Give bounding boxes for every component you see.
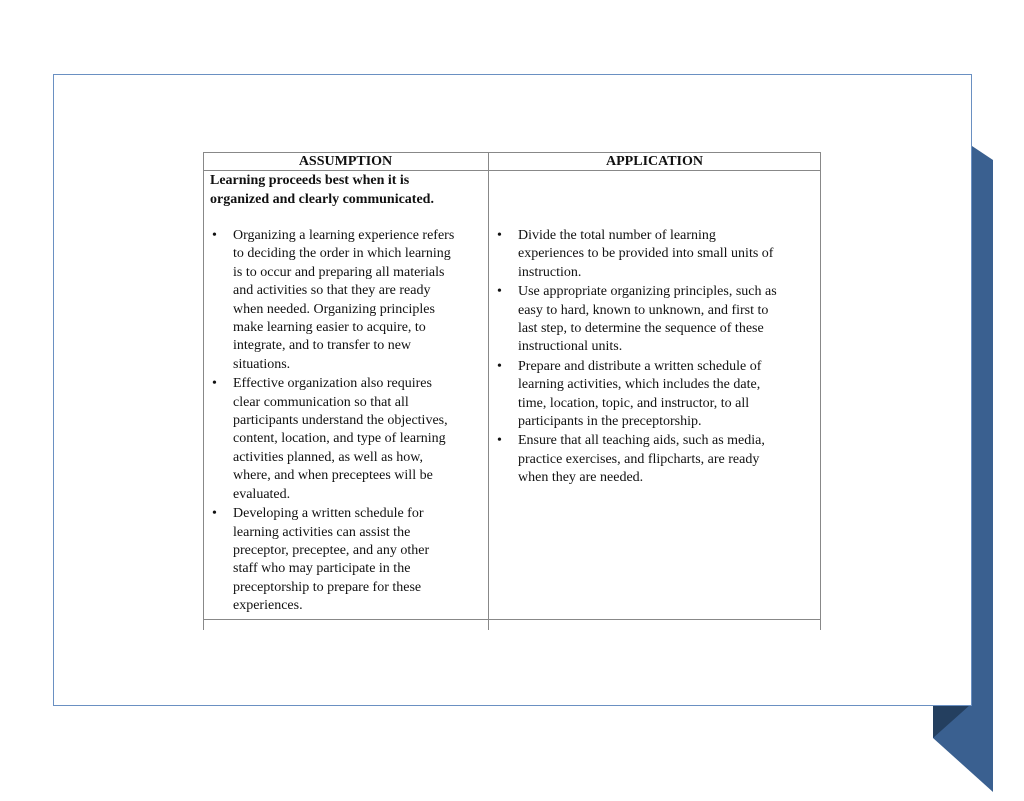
heading-line: organized and clearly communicated.: [210, 191, 434, 207]
bullet-line: situations.: [233, 356, 291, 372]
table-border-right: [820, 152, 821, 630]
bullet-line: make learning easier to acquire, to: [233, 320, 426, 336]
bullet-line: when they are needed.: [518, 470, 644, 486]
assumption-heading: [210, 172, 434, 209]
header-application: APPLICATION: [606, 154, 703, 169]
table-border-left: [203, 152, 204, 630]
bullet-item: [495, 432, 777, 487]
bullet-line: • Use appropriate organizing principles, such as: [518, 284, 777, 300]
bullet-line: easy to hard, known to unknown, and first to: [518, 302, 769, 318]
bullet-line: when needed. Organizing principles: [233, 301, 435, 317]
bullet-item: [495, 358, 777, 432]
bullet-item: [210, 375, 454, 504]
bullet-line: integrate, and to transfer to new: [233, 338, 412, 354]
bullet-line: and activities so that they are ready: [233, 283, 431, 299]
bullet-line: content, location, and type of learning: [233, 431, 446, 447]
bullet-line: experiences to be provided into small units of: [518, 246, 774, 262]
application-bullet-list: [495, 227, 777, 489]
bullet-line: staff who may participate in the: [233, 561, 411, 577]
bullet-line: clear communication so that all: [233, 394, 409, 410]
bullet-line: • Prepare and distribute a written schedule of: [518, 358, 762, 374]
header-assumption: ASSUMPTION: [298, 154, 393, 169]
bullet-line: preceptor, preceptee, and any other: [233, 542, 430, 558]
bullet-line: learning activities, which includes the date,: [518, 377, 761, 393]
bullet-line: instruction.: [518, 264, 582, 280]
bullet-line: • Effective organization also requires: [233, 376, 432, 392]
bullet-line: instructional units.: [518, 339, 623, 355]
table-column-divider: [488, 152, 489, 630]
assumption-application-table: [203, 152, 820, 630]
bullet-item: [210, 505, 454, 615]
row-divider: [203, 619, 821, 620]
bullet-line: where, and when preceptees will be: [233, 468, 433, 484]
assumption-bullet-list: [210, 227, 454, 617]
bullet-line: practice exercises, and flipcharts, are ready: [518, 451, 760, 467]
bullet-line: • Developing a written schedule for: [233, 506, 424, 522]
bullet-line: preceptorship to prepare for these: [233, 579, 422, 595]
bullet-line: • Organizing a learning experience refers: [233, 228, 455, 243]
bullet-item: [495, 283, 777, 357]
bullet-item: [210, 227, 454, 374]
bullet-line: participants in the preceptorship.: [518, 414, 702, 430]
bullet-line: • Ensure that all teaching aids, such as media,: [518, 433, 765, 449]
bullet-line: evaluated.: [233, 486, 291, 502]
bullet-line: participants understand the objectives,: [233, 413, 448, 429]
bullet-line: experiences.: [233, 598, 303, 614]
bullet-line: time, location, topic, and instructor, to all: [518, 395, 750, 411]
bullet-line: last step, to determine the sequence of these: [518, 321, 764, 337]
bullet-line: is to occur and preparing all materials: [233, 264, 445, 280]
heading-line: Learning proceeds best when it is: [210, 173, 410, 188]
bullet-line: activities planned, as well as how,: [233, 449, 423, 465]
bullet-line: to deciding the order in which learning: [233, 246, 451, 262]
bullet-line: • Divide the total number of learning: [518, 228, 716, 243]
bullet-item: [495, 227, 777, 282]
bullet-line: learning activities can assist the: [233, 524, 411, 540]
